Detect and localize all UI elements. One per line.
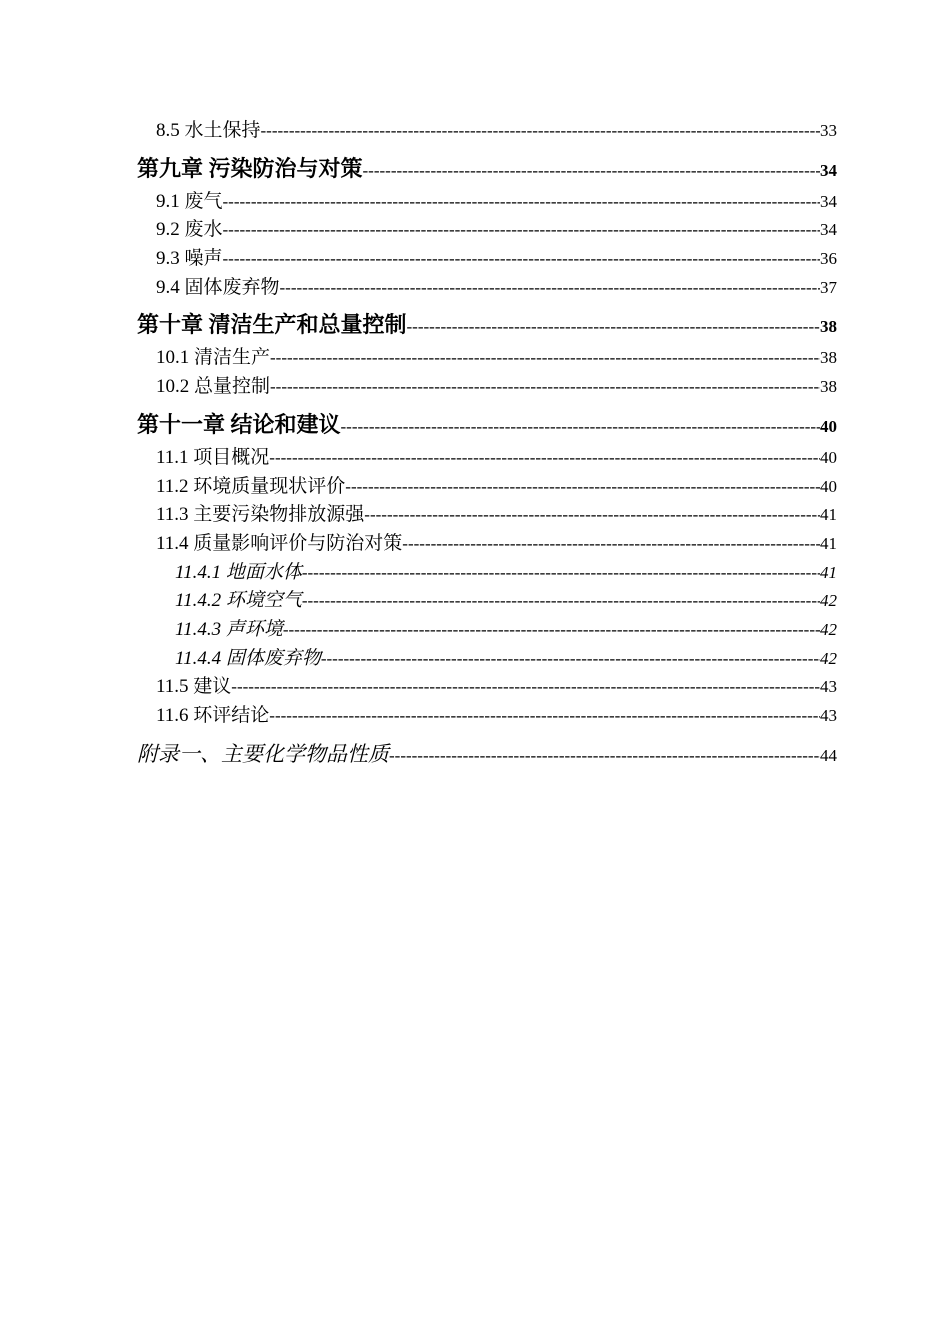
toc-entry-title: 11.4.2 环境空气 <box>175 590 302 612</box>
toc-entry-title: 10.2 总量控制 <box>156 376 271 398</box>
toc-entry-page-number: 41 <box>820 533 837 553</box>
toc-entry[interactable] <box>137 216 837 245</box>
dot-leader <box>389 739 820 771</box>
toc-entry-title: 附录一、主要化学物品性质 <box>137 741 389 766</box>
toc-entry-page-number: 40 <box>820 476 837 496</box>
toc-entry[interactable] <box>137 673 837 702</box>
toc-entry[interactable] <box>137 444 837 473</box>
toc-entry[interactable] <box>137 645 837 674</box>
toc-entry-title: 11.2 环境质量现状评价 <box>156 475 346 497</box>
toc-entry-page-number: 41 <box>820 562 837 582</box>
toc-entry-page-number: 34 <box>820 160 837 180</box>
dot-leader <box>269 444 820 473</box>
toc-entry[interactable] <box>137 587 837 616</box>
toc-entry-page-number: 34 <box>820 191 837 211</box>
dot-leader <box>269 702 820 731</box>
toc-entry-page-number: 41 <box>820 505 837 525</box>
toc-entry-title: 11.1 项目概况 <box>156 446 270 468</box>
toc-chapter-entry[interactable] <box>137 152 837 186</box>
toc-entry-page-number: 40 <box>820 447 837 467</box>
toc-entry-title: 第十一章 结论和建议 <box>137 411 341 437</box>
toc-entry[interactable] <box>137 274 837 303</box>
toc-entry-title: 11.5 建议 <box>156 676 232 698</box>
toc-entry-title: 11.4.4 固体废弃物 <box>175 647 321 669</box>
toc-chapter-entry[interactable] <box>137 308 837 342</box>
toc-entry-title: 10.1 清洁生产 <box>156 347 271 369</box>
dot-leader <box>345 473 820 502</box>
dot-leader <box>223 245 820 274</box>
toc-entry-page-number: 42 <box>820 648 837 668</box>
toc-entry[interactable] <box>137 117 837 146</box>
toc-entry-title: 11.4.1 地面水体 <box>175 561 302 583</box>
dot-leader <box>341 410 820 442</box>
dot-leader <box>407 310 820 342</box>
dot-leader <box>223 188 820 217</box>
dot-leader <box>270 344 820 373</box>
toc-entry-title: 9.2 废水 <box>156 219 223 241</box>
toc-entry-title: 9.4 固体废弃物 <box>156 276 280 298</box>
toc-entry-title: 8.5 水土保持 <box>156 120 261 141</box>
toc-entry-title: 11.6 环评结论 <box>156 705 270 726</box>
toc-entry[interactable] <box>137 501 837 530</box>
toc-appendix-entry[interactable] <box>137 737 837 771</box>
toc-entry[interactable] <box>137 559 837 588</box>
toc-entry-title: 11.3 主要污染物排放源强 <box>156 504 365 526</box>
toc-entry-page-number: 42 <box>820 619 837 639</box>
dot-leader <box>283 616 820 645</box>
toc-entry[interactable] <box>137 344 837 373</box>
table-of-contents <box>137 117 837 771</box>
dot-leader <box>231 673 820 702</box>
toc-entry[interactable] <box>137 473 837 502</box>
toc-entry-title: 9.1 废气 <box>156 190 223 212</box>
dot-leader <box>223 216 820 245</box>
dot-leader <box>302 559 820 588</box>
toc-entry-page-number: 37 <box>820 277 837 297</box>
toc-entry-title: 9.3 噪声 <box>156 248 223 270</box>
toc-entry-page-number: 36 <box>820 249 837 269</box>
dot-leader <box>364 501 820 530</box>
toc-entry[interactable] <box>137 188 837 217</box>
dot-leader <box>321 645 820 674</box>
toc-entry-title: 第十章 清洁生产和总量控制 <box>137 312 407 338</box>
toc-entry-page-number: 38 <box>820 377 837 397</box>
toc-entry-page-number: 43 <box>820 677 837 697</box>
toc-entry-page-number: 44 <box>820 745 837 765</box>
dot-leader <box>261 117 820 146</box>
toc-entry[interactable] <box>137 373 837 402</box>
dot-leader <box>302 587 820 616</box>
dot-leader <box>363 154 820 186</box>
toc-entry-page-number: 33 <box>820 121 837 140</box>
dot-leader <box>402 530 820 559</box>
toc-entry-page-number: 42 <box>820 591 837 611</box>
toc-entry-page-number: 40 <box>820 416 837 436</box>
toc-entry-title: 11.4.3 声环境 <box>175 618 283 640</box>
dot-leader <box>280 274 820 303</box>
toc-entry[interactable] <box>137 245 837 274</box>
dot-leader <box>270 373 820 402</box>
toc-entry-page-number: 34 <box>820 220 837 240</box>
toc-entry[interactable] <box>137 702 837 731</box>
toc-entry-page-number: 43 <box>820 706 837 725</box>
toc-entry-title: 11.4 质量影响评价与防治对策 <box>156 532 403 554</box>
toc-entry-title: 第九章 污染防治与对策 <box>137 155 363 181</box>
toc-entry-page-number: 38 <box>820 348 837 368</box>
toc-entry[interactable] <box>137 616 837 645</box>
toc-entry-page-number: 38 <box>820 317 837 337</box>
toc-chapter-entry[interactable] <box>137 408 837 442</box>
toc-entry[interactable] <box>137 530 837 559</box>
